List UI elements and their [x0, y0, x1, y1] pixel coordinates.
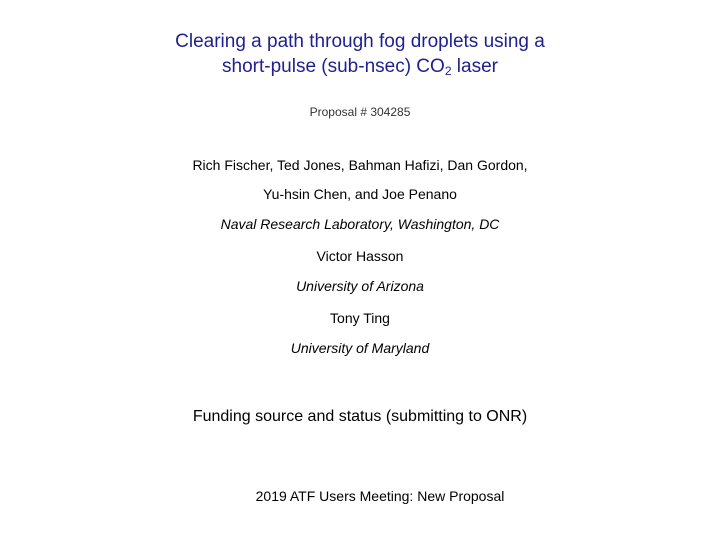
slide-title-line-1: Clearing a path through fog droplets using a: [175, 31, 545, 52]
title-line-2-text: short-pulse (sub-nsec) CO: [222, 56, 445, 77]
authors-nrl-line-2: Yu-hsin Chen, and Joe Penano: [263, 186, 457, 202]
author-maryland: Tony Ting: [330, 310, 390, 326]
title-subscript: 2: [444, 64, 452, 78]
slide-title-line-2: [0, 55, 720, 79]
affiliation-arizona: University of Arizona: [296, 278, 424, 294]
affiliation-nrl: Naval Research Laboratory, Washington, DC: [220, 216, 500, 232]
author-arizona: Victor Hasson: [316, 248, 404, 264]
funding-status: Funding source and status (submitting to ONR): [192, 408, 528, 425]
proposal-number: Proposal # 304285: [309, 105, 411, 119]
affiliation-maryland: University of Maryland: [290, 340, 430, 356]
authors-nrl-line-1: Rich Fischer, Ted Jones, Bahman Hafizi, Dan Gordon,: [192, 157, 528, 173]
title-line-2-suffix: laser: [451, 56, 498, 77]
meeting-label: 2019 ATF Users Meeting: New Proposal: [255, 488, 505, 504]
